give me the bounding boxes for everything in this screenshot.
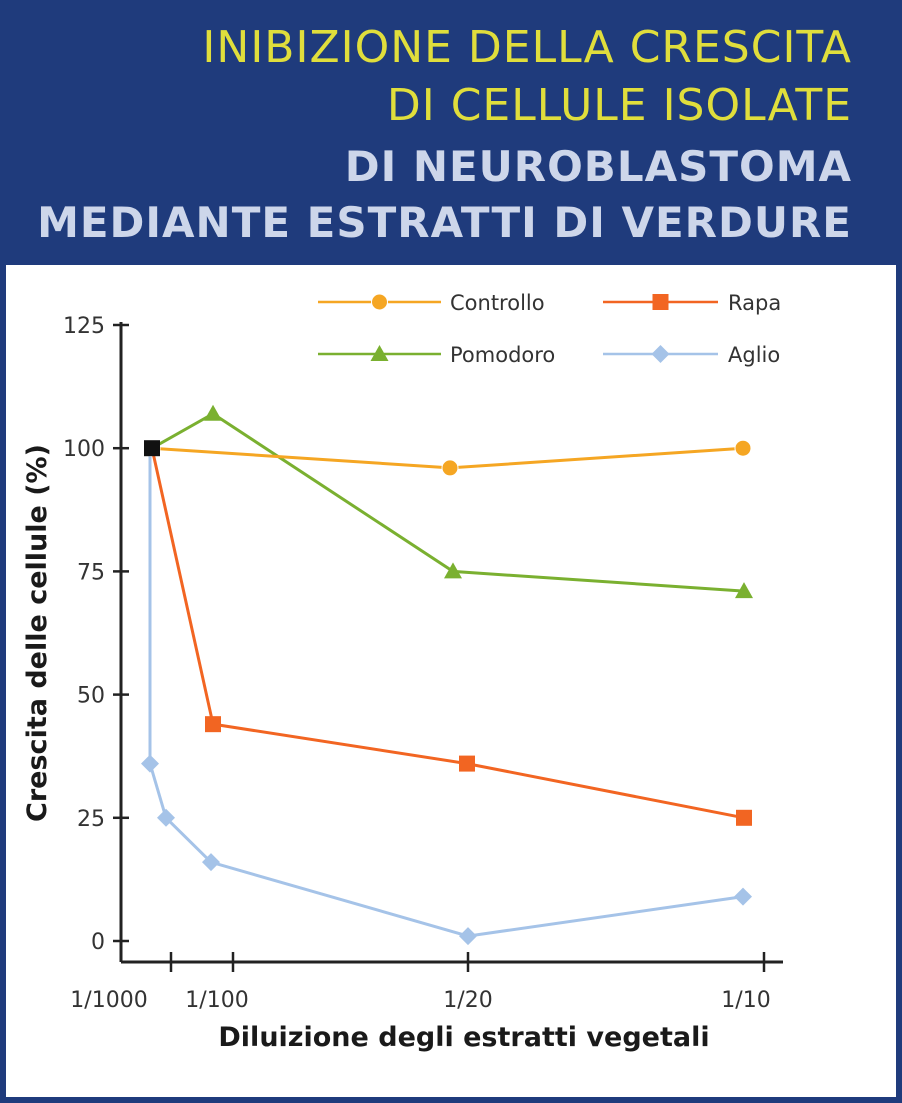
data-point-pomodoro xyxy=(204,405,222,421)
legend-marker-aglio xyxy=(652,345,670,363)
title-line-1: INIBIZIONE DELLA CRESCITA xyxy=(202,22,852,73)
data-point-controllo xyxy=(442,460,458,476)
series-line-rapa xyxy=(152,448,744,818)
title-line-4: MEDIANTE ESTRATTI DI VERDURE xyxy=(37,198,852,247)
line-chart xyxy=(6,265,896,1097)
x-tick-label: 1/100 xyxy=(185,988,249,1013)
y-tick-label: 100 xyxy=(63,437,105,463)
y-tick-label: 0 xyxy=(91,930,105,955)
legend-label-pomodoro: Pomodoro xyxy=(450,343,556,367)
x-axis-title: Diluizione degli estratti vegetali xyxy=(218,1022,710,1053)
figure-header xyxy=(0,0,902,265)
y-tick-label: 75 xyxy=(77,560,105,586)
series-line-aglio xyxy=(150,448,743,936)
x-tick-label: 1/20 xyxy=(443,988,493,1013)
x-tick-label: 1/1000 xyxy=(70,988,148,1013)
legend-label-controllo: Controllo xyxy=(450,291,545,315)
y-axis-title: Crescita delle cellule (%) xyxy=(22,444,53,822)
title-line-2: DI CELLULE ISOLATE xyxy=(386,80,852,131)
x-tick-label: 1/10 xyxy=(721,988,771,1013)
y-tick-label: 25 xyxy=(77,806,105,832)
y-tick-label: 125 xyxy=(63,314,105,339)
data-point-rapa xyxy=(736,810,752,826)
y-tick-label: 50 xyxy=(77,683,105,709)
data-point-controllo xyxy=(735,440,751,456)
title-line-3: DI NEUROBLASTOMA xyxy=(344,142,852,191)
legend-marker-controllo xyxy=(372,294,388,310)
data-point-rapa xyxy=(205,716,221,732)
legend-marker-rapa xyxy=(653,294,669,310)
chart-panel xyxy=(6,265,896,1097)
legend-label-aglio: Aglio xyxy=(728,343,781,367)
data-point-start-shared xyxy=(144,440,160,456)
series-line-pomodoro xyxy=(152,414,744,591)
data-point-aglio xyxy=(734,888,752,906)
data-point-aglio xyxy=(141,755,159,773)
legend-label-rapa: Rapa xyxy=(728,291,782,315)
data-point-aglio xyxy=(459,927,477,945)
data-point-rapa xyxy=(459,756,475,772)
